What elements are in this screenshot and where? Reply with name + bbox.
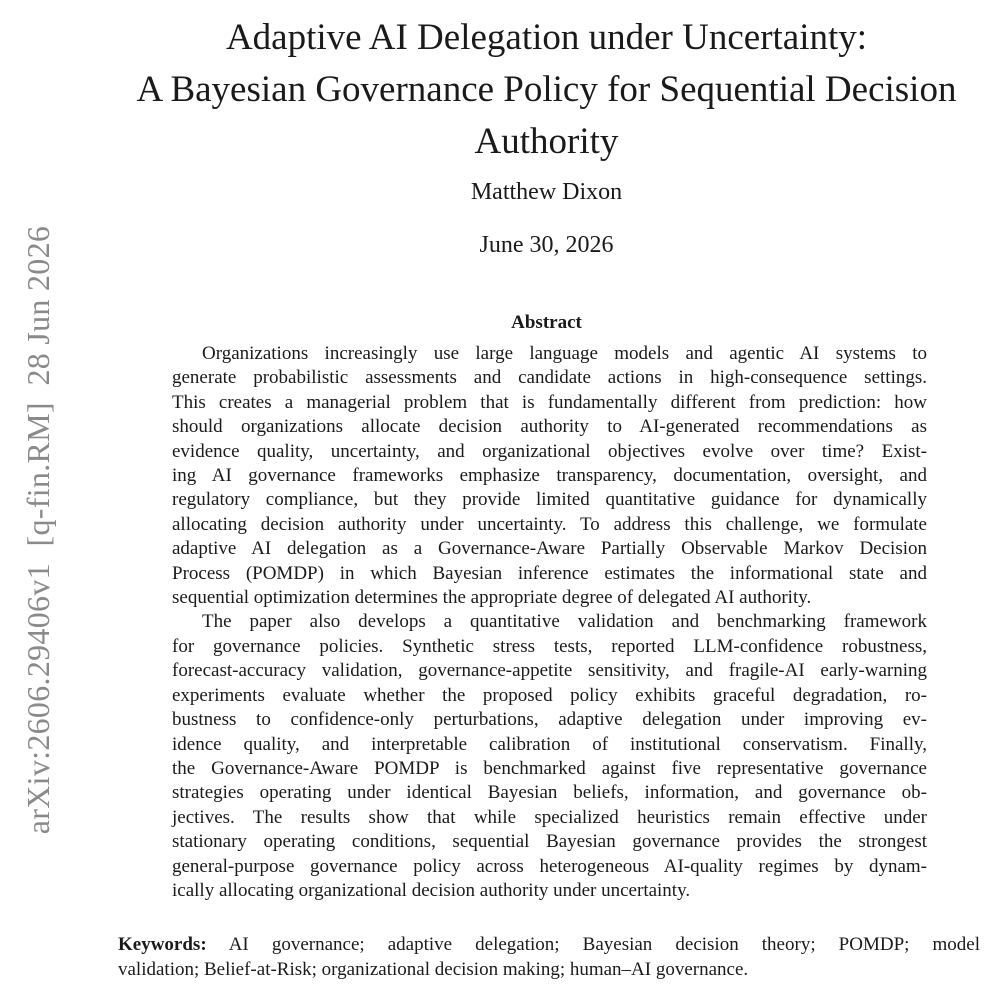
arxiv-date: 28 Jun 2026 xyxy=(20,225,56,386)
title-line-3: Authority xyxy=(474,121,619,162)
abstract-line: idence quality, and interpretable calibration of institutional conservatism. Finally, xyxy=(172,733,927,755)
abstract-line: ically allocating organizational decision authority under uncertainty. xyxy=(172,879,691,901)
keywords xyxy=(118,932,980,982)
abstract-line: This creates a managerial problem that is fundamentally different from prediction: how xyxy=(172,391,927,413)
abstract-line: adaptive AI delegation as a Governance-Aware Partially Observable Markov Decision xyxy=(172,538,927,560)
keywords-text-1: AI governance; adaptive delegation; Bayesian decision theory; POMDP; model xyxy=(228,934,980,955)
title-line-1: Adaptive AI Delegation under Uncertainty: xyxy=(225,17,868,58)
abstract-line: strategies operating under identical Bayesian beliefs, information, and governance ob- xyxy=(172,782,927,804)
abstract-line: stationary operating conditions, sequential Bayesian governance provides the strongest xyxy=(172,831,927,853)
abstract-line: for governance policies. Synthetic stress tests, reported LLM-confidence robustness, xyxy=(172,635,927,657)
abstract-line: the Governance-Aware POMDP is benchmarked against five representative governance xyxy=(172,757,927,779)
arxiv-sidebar-identifier xyxy=(20,180,56,880)
abstract-line: ing AI governance frameworks emphasize transparency, documentation, oversight, and xyxy=(172,465,927,487)
arxiv-id: arXiv:2606.29406v1 xyxy=(20,563,56,835)
abstract-heading: Abstract xyxy=(511,312,582,333)
abstract-body xyxy=(172,342,927,903)
abstract-line: forecast-accuracy validation, governance-appetite sensitivity, and fragile-AI early-warning xyxy=(172,660,927,682)
abstract-line: bustness to confidence-only perturbations, adaptive delegation under improving ev- xyxy=(172,709,927,731)
abstract-line: Process (POMDP) in which Bayesian inference estimates the informational state and xyxy=(172,562,927,584)
arxiv-category: [q-fin.RM] xyxy=(20,402,56,547)
abstract-line: regulatory compliance, but they provide limited quantitative guidance for dynamically xyxy=(172,489,927,511)
abstract-line: general-purpose governance policy across heterogeneous AI-quality regimes by dynam- xyxy=(172,855,927,877)
keywords-line-2: validation; Belief-at-Risk; organizational decision making; human–AI governance. xyxy=(118,959,749,980)
keywords-label: Keywords: xyxy=(118,934,207,955)
paper-title xyxy=(100,12,993,168)
author-name: Matthew Dixon xyxy=(470,179,623,205)
abstract-line: generate probabilistic assessments and candidate actions in high-consequence settings. xyxy=(172,367,927,389)
abstract-line: jectives. The results show that while specialized heuristics remain effective under xyxy=(172,806,927,828)
abstract-line: Organizations increasingly use large language models and agentic AI systems to xyxy=(202,343,927,364)
abstract-line: allocating decision authority under uncertainty. To address this challenge, we formulate xyxy=(172,513,927,535)
title-line-2: A Bayesian Governance Policy for Sequential Decision xyxy=(136,69,957,110)
keywords-line-1 xyxy=(118,932,980,957)
abstract-line: experiments evaluate whether the proposed policy exhibits graceful degradation, ro- xyxy=(172,684,927,706)
abstract-line: The paper also develops a quantitative validation and benchmarking framework xyxy=(202,611,927,633)
publication-date: June 30, 2026 xyxy=(479,232,614,258)
abstract-line: sequential optimization determines the appropriate degree of delegated AI authority. xyxy=(172,587,812,609)
abstract-line: evidence quality, uncertainty, and organizational objectives evolve over time? Exist- xyxy=(172,440,927,462)
abstract-line: should organizations allocate decision authority to AI-generated recommendations as xyxy=(172,416,927,438)
